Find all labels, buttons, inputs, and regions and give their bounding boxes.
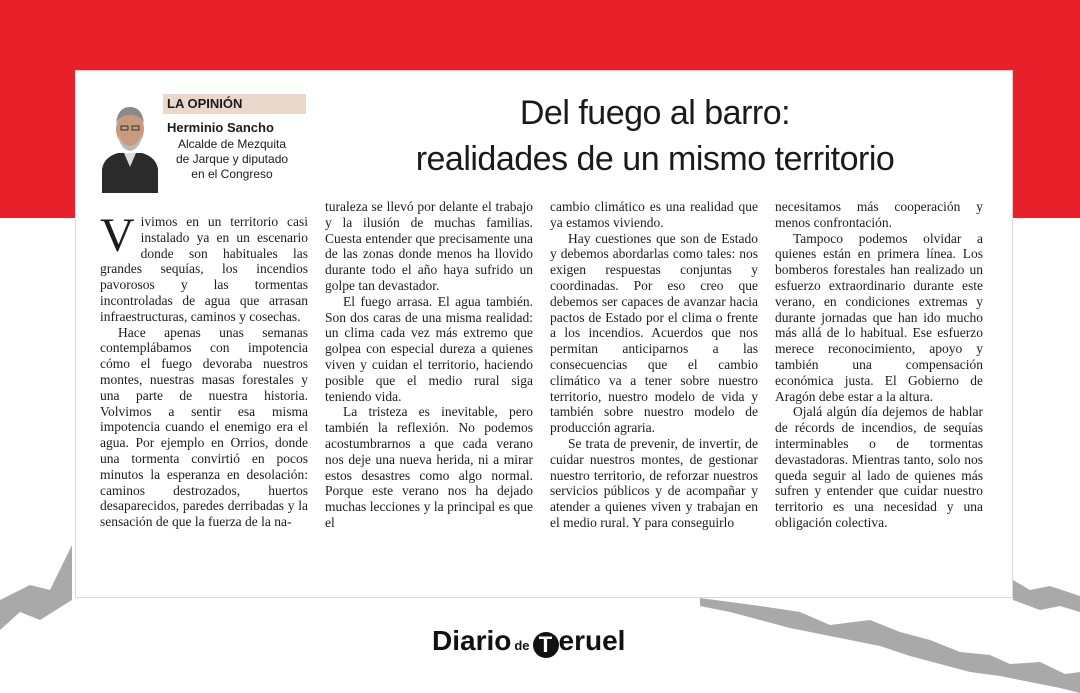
article-paragraph: Ojalá algún día dejemos de hablar de récords de incendios, de sequías interminables o de tormentas devastadoras. Mientras tanto, solo nos queda seguir al lado de quienes más sufren y entender que cuidar nuestro territorio es una necesidad y una obligación colectiva. xyxy=(775,404,983,530)
article-paragraph xyxy=(100,209,308,325)
author-role-line: de Jarque y diputado xyxy=(175,152,289,166)
author-role xyxy=(167,137,297,182)
author-name: Herminio Sancho xyxy=(167,120,274,135)
article-paragraph: cambio climático es una realidad que ya estamos viviendo. xyxy=(550,199,758,230)
article-column-1 xyxy=(100,209,308,530)
author-role-line: en el Congreso xyxy=(191,167,273,181)
article-paragraph: La tristeza es inevitable, pero también la reflexión. No podemos acostumbrarnos a que cada verano nos deje una nueva herida, ni a mirar estos desastres como algo normal. Porque este verano nos ha dejado muchas lecciones y la principal es que el xyxy=(325,404,533,530)
logo-connector: de xyxy=(514,638,530,653)
article-paragraph: necesitamos más cooperación y menos confrontación. xyxy=(775,199,983,230)
article-paragraph: Se trata de prevenir, de invertir, de cuidar nuestros montes, de gestionar nuestro territorio, de reforzar nuestros servicios públicos y de acompañar y atender a quienes viven y trabajan en el medio rural. Y para conseguirlo xyxy=(550,435,758,530)
article-headline xyxy=(360,90,950,182)
author-photo xyxy=(100,97,160,193)
article-paragraph: El fuego arrasa. El agua también. Son dos caras de una misma realidad: un clima cada vez más extremo que golpea con especial dureza a quienes viven y cuidan el territorio, haciendo posible que el medio rural siga teniendo vida. xyxy=(325,293,533,404)
headline-line-2: realidades de un mismo territorio xyxy=(415,140,895,178)
drop-cap: V xyxy=(100,209,135,262)
article-column-4 xyxy=(775,199,983,531)
diario-de-teruel-logo[interactable] xyxy=(432,625,625,665)
article-paragraph: Hace apenas unas semanas contemplábamos con impotencia cómo el fuego devoraba nuestros montes, nuestras masas forestales y una parte de nuestra historia. Volvimos a sentir esa misma impotencia cuando el enemigo era el agua. Por ejemplo en Orrios, donde una tormenta convirtió en pocos minutos la esperanza en desolación: caminos destrozados, huertos desaparecidos, paredes derribadas y la sensación de que la fuerza de la na- xyxy=(100,324,308,530)
article-paragraph: Tampoco podemos olvidar a quienes están en primera línea. Los bomberos forestales han realizado un esfuerzo extraordinario durante este verano, en condiciones extremas y durante jornadas que han ido mucho más allá de lo habitual. Ese esfuerzo merece reconocimiento, apoyo y también una compensación económica justa. El Gobierno de Aragón debe estar a la altura. xyxy=(775,230,983,404)
logo-word-diario: Diario xyxy=(432,625,512,656)
section-label: LA OPINIÓN xyxy=(163,94,306,114)
article-column-3 xyxy=(550,199,758,531)
article-column-2 xyxy=(325,199,533,531)
logo-initial-badge: T xyxy=(533,632,559,658)
article-paragraph: turaleza se llevó por delante el trabajo y la ilusión de muchas familias. Cuesta entender que precisamente una de las zonas donde menos ha llovido durante todo el año haya sufrido un golpe tan devastador. xyxy=(325,199,533,293)
headline-line-1: Del fuego al barro: xyxy=(519,94,791,132)
author-role-line: Alcalde de Mezquita xyxy=(177,137,287,151)
paragraph-text: ivimos en un territorio casi instalado ya en un escenario donde son habituales las grandes sequías, los incendios pavorosos y las tormentas incontroladas de agua que arrasan infraestructuras, caminos y cosechas. xyxy=(100,214,308,324)
logo-word-eruel: eruel xyxy=(558,625,626,656)
article-paragraph: Hay cuestiones que son de Estado y debemos abordarlas como tales: nos exigen respuestas conjuntas y coordinadas. Por eso creo que debemos ser capaces de avanzar hacia pactos de Estado por el clima o frente a los incendios. Acuerdos que nos permitan anticiparnos a las consecuencias que el cambio climático va a tener sobre nuestro territorio, nuestro modelo de vida y también sobre nuestro modelo de producción agraria. xyxy=(550,230,758,436)
